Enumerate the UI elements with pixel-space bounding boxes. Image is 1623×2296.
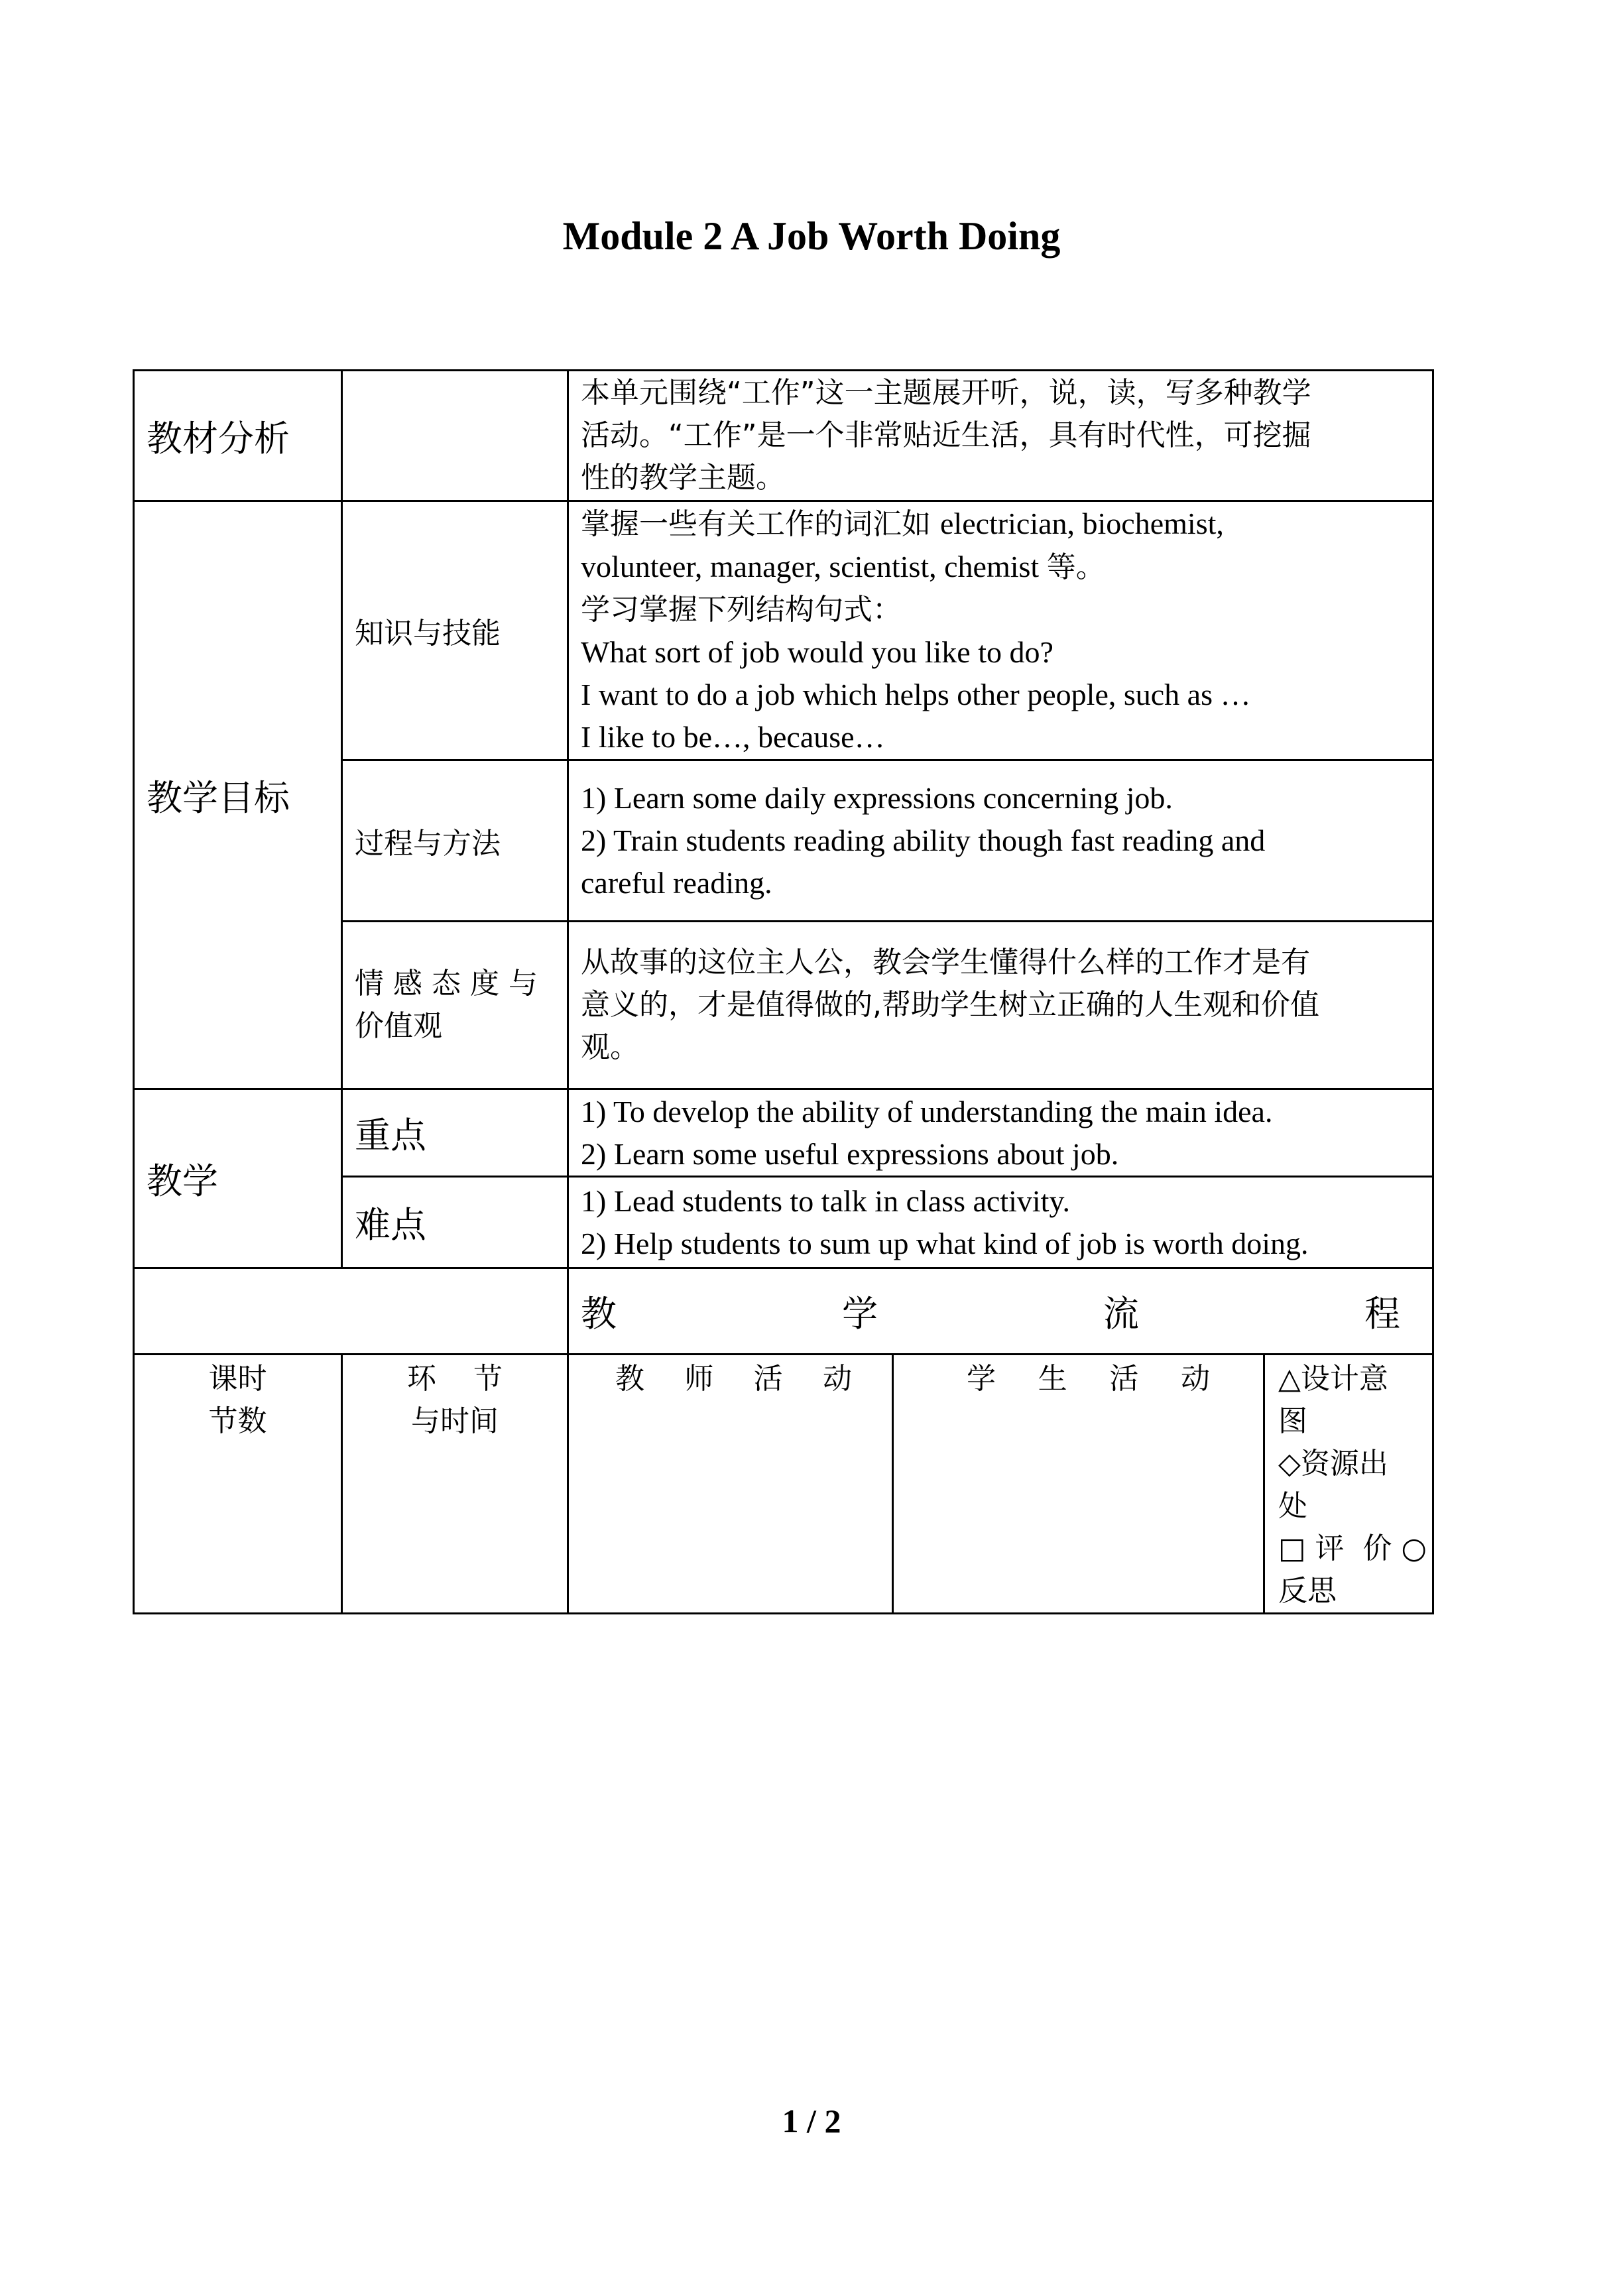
flow-row: [134, 1268, 1433, 1355]
attitude-label: [342, 922, 568, 1089]
notes-header-line: △设计意: [1278, 1362, 1388, 1396]
period-header: [134, 1355, 342, 1614]
column-header-row: [134, 1355, 1433, 1614]
analysis-empty-cell: [342, 371, 568, 501]
attitude-line: 意义的，才是值得做的,帮助学生树立正确的人生观和价值: [581, 988, 1319, 1022]
teacher-header-char: 动: [822, 1362, 852, 1396]
objectives-label: 教学目标: [134, 501, 342, 1089]
difficult-point-line: 1) Lead students to talk in class activity.: [581, 1183, 1070, 1218]
notes-header-line: □ 评 价 ○: [1278, 1532, 1427, 1565]
attitude-line: 观。: [581, 1030, 639, 1064]
notes-header-line: ◇资源出: [1278, 1447, 1388, 1480]
knowledge-label: 知识与技能: [342, 501, 568, 760]
process-line: 1) Learn some daily expressions concerning job.: [581, 781, 1173, 815]
flow-char: 教: [581, 1293, 617, 1335]
notes-header: [1264, 1355, 1433, 1614]
flow-char: 程: [1364, 1293, 1400, 1335]
knowledge-line: 学习掌握下列结构句式：: [581, 593, 902, 627]
stage-header: [342, 1355, 568, 1614]
teacher-header-char: 师: [684, 1362, 714, 1396]
knowledge-line: I want to do a job which helps other people, such as …: [581, 678, 1251, 711]
student-header-char: 活: [1109, 1362, 1139, 1396]
attitude-label-line: 情 感 态 度 与: [355, 967, 538, 1000]
stage-header-line: 环 节: [407, 1362, 503, 1396]
student-header-char: 学: [967, 1362, 996, 1396]
knowledge-line: [581, 503, 1420, 546]
lesson-plan-table: [133, 369, 1434, 1614]
key-point-content: [568, 1089, 1433, 1177]
process-label: 过程与方法: [342, 760, 568, 922]
knowledge-line1-cn: 掌握一些有关工作的词汇如: [581, 507, 940, 541]
period-header-line: 课时: [208, 1362, 267, 1396]
process-line: careful reading.: [581, 866, 772, 900]
knowledge-line1-en: electrician, biochemist,: [940, 507, 1224, 540]
analysis-content: [568, 371, 1433, 501]
key-point-line: 1) To develop the ability of understanding the main idea.: [581, 1094, 1273, 1128]
stage-header-line: 与时间: [411, 1404, 499, 1438]
student-header-char: 动: [1180, 1362, 1210, 1396]
flow-heading: [568, 1268, 1433, 1355]
analysis-row: [134, 371, 1433, 501]
knowledge-line2-cn: 等。: [1046, 550, 1105, 584]
knowledge-line2-en: volunteer, manager, scientist, chemist: [581, 550, 1047, 583]
teaching-label: 教学: [134, 1089, 342, 1268]
student-header-char: 生: [1038, 1362, 1067, 1396]
teacher-header-char: 活: [753, 1362, 783, 1396]
attitude-label-line: 价值观: [355, 1009, 442, 1043]
flow-char: 学: [841, 1293, 878, 1335]
document-title: Module 2 A Job Worth Doing: [562, 214, 1061, 258]
teacher-activity-header: [568, 1355, 893, 1614]
analysis-line: 本单元围绕“工作”这一主题展开听，说，读，写多种教学: [581, 376, 1311, 410]
teacher-header-char: 教: [615, 1362, 644, 1396]
notes-header-line: 反思: [1278, 1574, 1337, 1608]
difficult-point-content: [568, 1177, 1433, 1268]
notes-header-line: 图: [1278, 1404, 1307, 1438]
difficult-point-label: 难点: [342, 1177, 568, 1268]
key-point-row: [134, 1089, 1433, 1177]
key-point-line: 2) Learn some useful expressions about job.: [581, 1136, 1119, 1171]
analysis-line: 性的教学主题。: [581, 461, 785, 495]
flow-char: 流: [1103, 1293, 1139, 1335]
knowledge-line: What sort of job would you like to do?: [581, 635, 1053, 669]
analysis-label: 教材分析: [134, 371, 342, 501]
attitude-line: 从故事的这位主人公，教会学生懂得什么样的工作才是有: [581, 945, 1310, 979]
notes-header-line: 处: [1278, 1489, 1307, 1523]
page-number: 1 / 2: [782, 2102, 841, 2140]
student-activity-header: [893, 1355, 1264, 1614]
knowledge-line: I like to be…, because…: [581, 720, 885, 754]
process-line: 2) Train students reading ability though fast reading and: [581, 823, 1266, 857]
knowledge-row: [134, 501, 1433, 760]
flow-empty-cell: [134, 1268, 568, 1355]
knowledge-content: [568, 501, 1433, 760]
period-header-line: 节数: [208, 1404, 267, 1438]
attitude-content: [568, 922, 1433, 1089]
knowledge-line: [581, 546, 1420, 589]
analysis-line: 活动。“工作”是一个非常贴近生活，具有时代性，可挖掘: [581, 418, 1311, 452]
difficult-point-line: 2) Help students to sum up what kind of job is worth doing.: [581, 1226, 1309, 1260]
key-point-label: 重点: [342, 1089, 568, 1177]
process-content: [568, 760, 1433, 922]
